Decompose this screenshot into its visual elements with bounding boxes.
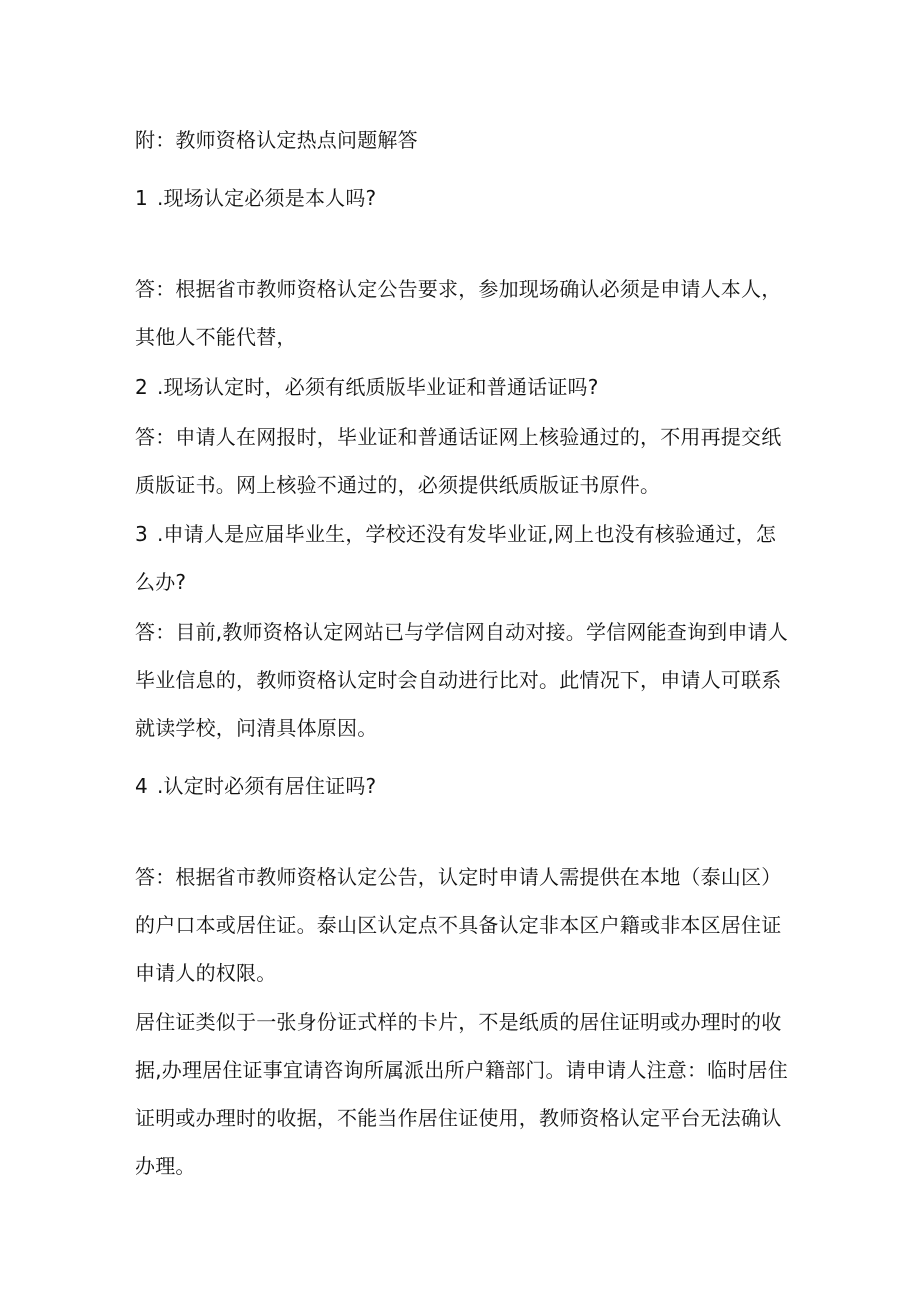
answer-2-line-2: 质版证书。网上核验不通过的，必须提供纸质版证书原件。 — [135, 473, 661, 497]
question-text: .现场认定必须是本人吗? — [157, 186, 377, 210]
answer-4-line-3: 申请人的权限。 — [135, 961, 277, 985]
answer-3-line-1: 答：目前,教师资格认定网站已与学信网自动对接。学信网能查询到申请人 — [135, 620, 788, 644]
answer-4-line-1: 答：根据省市教师资格认定公告，认定时申请人需提供在本地（泰山区） — [135, 865, 782, 889]
document-title: 附：教师资格认定热点问题解答 — [135, 128, 418, 152]
question-text: .申请人是应届毕业生，学校还没有发毕业证,网上也没有核验通过，怎 — [157, 522, 777, 546]
question-number: 4 — [135, 774, 148, 798]
question-3-line-2: 么办? — [135, 570, 187, 594]
question-number: 3 — [135, 522, 148, 546]
answer-1-line-1: 答：根据省市教师资格认定公告要求，参加现场确认必须是申请人本人， — [135, 277, 782, 301]
answer-4-line-2: 的户口本或居住证。泰山区认定点不具备认定非本区户籍或非本区居住证 — [135, 913, 782, 937]
note-line-4: 办理。 — [135, 1154, 196, 1178]
answer-3-line-3: 就读学校，问清具体原因。 — [135, 716, 378, 740]
answer-1-line-2: 其他人不能代替， — [135, 325, 297, 349]
note-line-3: 证明或办理时的收据，不能当作居住证使用，教师资格认定平台无法确认 — [135, 1106, 782, 1130]
answer-3-line-2: 毕业信息的，教师资格认定时会自动进行比对。此情况下，申请人可联系 — [135, 668, 782, 692]
question-number: 2 — [135, 375, 148, 399]
note-line-2: 据,办理居住证事宜请咨询所属派出所户籍部门。请申请人注意：临时居住 — [135, 1058, 788, 1082]
question-text: .现场认定时，必须有纸质版毕业证和普通话证吗? — [157, 375, 599, 399]
answer-2-line-1: 答：申请人在网报时，毕业证和普通话证网上核验通过的，不用再提交纸 — [135, 425, 782, 449]
note-line-1: 居住证类似于一张身份证式样的卡片，不是纸质的居住证明或办理时的收 — [135, 1010, 782, 1034]
question-text: .认定时必须有居住证吗? — [157, 774, 377, 798]
question-4 — [135, 772, 795, 800]
question-2 — [135, 373, 795, 401]
question-1 — [135, 184, 795, 212]
question-number: 1 — [135, 186, 148, 210]
question-3 — [135, 520, 795, 548]
